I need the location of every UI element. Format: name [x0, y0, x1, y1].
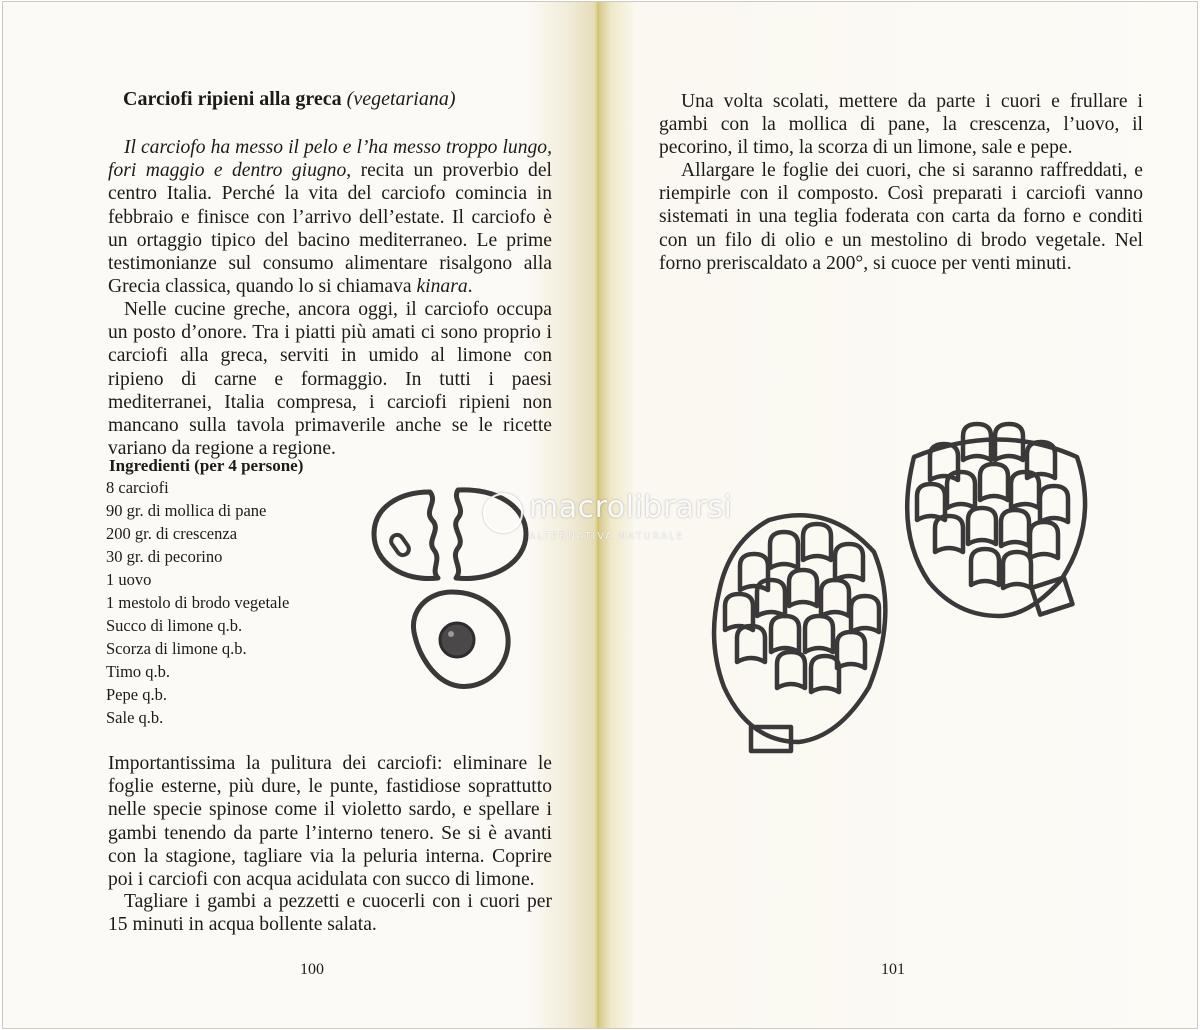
book-spread: [2, 1, 1198, 1029]
ingredient-item: Pepe q.b.: [106, 685, 167, 704]
ingredient-item: Sale q.b.: [106, 708, 164, 727]
ingredient-item: 1 uovo: [106, 570, 152, 589]
artichoke-front: [714, 515, 885, 751]
egg-drop-mark: [389, 533, 411, 558]
ingredient-item: 200 gr. di crescenza: [106, 524, 238, 543]
paragraph-4: Tagliare i gambi a pezzetti e cuocerli con i cuori per 15 minuti in acqua bollente salata.: [108, 891, 552, 936]
artichoke-back: [907, 424, 1085, 616]
intro-end: .: [467, 276, 473, 298]
ingredient-item: Scorza di limone q.b.: [106, 639, 247, 658]
recipe-title-note: (vegetariana): [346, 88, 456, 110]
watermark-tagline: ALTERNATIVA NATURALE: [529, 530, 685, 542]
ingredients-list: [106, 476, 289, 729]
watermark-logo-icon: [483, 493, 523, 533]
intro-paragraph: [108, 136, 552, 298]
paragraph-3: Importantissima la pulitura dei carciofi: eliminare le foglie esterne, più dure, le punte, fastidiose soprattutto nelle specie spinose come il violetto sardo, e spellare i gambi tenendo da parte l’interno tenero. Se si è avanti con la stagione, tagliare via la peluria interna. Coprire poi i carciofi con acqua acidulata con succo di limone.: [108, 753, 552, 891]
ingredient-item: 30 gr. di pecorino: [106, 547, 223, 566]
ingredients-heading: Ingredienti (per 4 persone): [109, 456, 304, 475]
paragraph-2: Nelle cucine greche, ancora oggi, il carciofo occupa un posto d’onore. Tra i piatti più amati ci sono proprio i carciofi alla greca, serviti in umido al limone con ripieno di carne e formaggio. In tutti i paesi mediterranei, Italia compresa, i carciofi ripieni non mancano sulla tavola primaverile anche se le ricette variano da regione a regione.: [108, 299, 552, 460]
recipe-title: [123, 88, 456, 111]
watermark: [483, 490, 732, 542]
proverb-text: Il carciofo ha messo il pelo e l’ha messo troppo lungo, fori maggio e dentro giugno: [108, 137, 552, 182]
artichokes-illustration: [699, 402, 1119, 762]
recipe-title-text: Carciofi ripieni alla greca: [123, 88, 342, 110]
page-number-right: 101: [881, 961, 905, 978]
ingredient-item: 8 carciofi: [106, 478, 169, 497]
ingredient-item: 1 mestolo di brodo vegetale: [106, 593, 290, 612]
egg-yolk: [440, 623, 474, 657]
watermark-brand: macrolibrarsi: [529, 490, 733, 525]
intro-text: , recita un proverbio del centro Italia. Perché la vita del carciofo comincia in febbraio e finisce con l’arrivo dell’estate. Il carciofo è un ortaggio tipico del bacino mediterraneo. Le prime testimonianze sul consumo alimentare risalgono alla Grecia classica, quando lo si chiamava: [108, 160, 552, 298]
right-paragraph-2: Allargare le foglie dei cuori, che si saranno raffreddati, e riempirle con il composto. Così preparati i carciofi vanno sistemati in una teglia foderata con carta da forno e conditi con un filo di olio e un mestolino di brodo vegetale. Nel forno preriscaldato a 200°, si cuoce per venti minuti.: [659, 160, 1143, 274]
eggshell-left-half: [374, 492, 438, 579]
page-number-left: 100: [300, 961, 324, 978]
kinara-word: kinara: [416, 276, 468, 298]
ingredient-item: Timo q.b.: [106, 662, 171, 681]
ingredient-item: 90 gr. di mollica di pane: [106, 501, 267, 520]
right-paragraph-1: Una volta scolati, mettere da parte i cuori e frullare i gambi con la mollica di pane, la crescenza, l’uovo, il pecorino, il timo, la scorza di un limone, sale e pepe.: [659, 91, 1143, 159]
ingredient-item: Succo di limone q.b.: [106, 616, 243, 635]
